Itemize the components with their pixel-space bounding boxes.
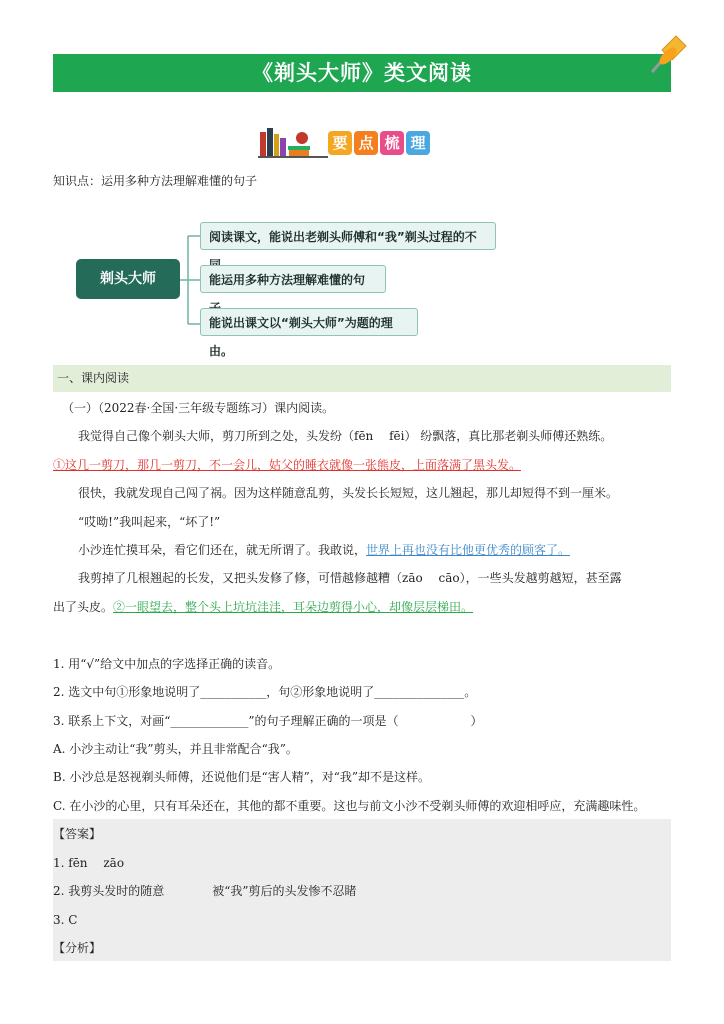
passage-paragraph — [78, 543, 570, 557]
books-icon — [258, 124, 328, 158]
mindmap-node: 能说出课文以“剃头大师”为题的理由。 — [200, 308, 418, 336]
pushpin-icon — [642, 30, 692, 80]
passage-text: 小沙连忙摸耳朵，看它们还在，就无所谓了。我敢说， — [78, 543, 367, 557]
option-b: B. 小沙总是怒视剃头师傅，还说他们是“害人精”，对“我”却不是这样。 — [53, 770, 430, 784]
underlined-sentence: 世界上再也没有比他更优秀的顾客了。 — [366, 543, 571, 557]
question-2: 2. 选文中句①形象地说明了___________，句②形象地说明了_______________。 — [53, 685, 477, 699]
passage-text: 出了头皮。 — [53, 600, 114, 614]
question-1: 1. 用“√”给文中加点的字选择正确的读音。 — [53, 657, 281, 671]
passage-paragraph: 很快，我就发现自己闯了祸。因为这样随意乱剪，头发长长短短，这儿翘起，那儿却短得不到一厘米。 — [78, 486, 619, 500]
heading-tile: 理 — [406, 131, 430, 155]
answer-1: 1. fēn zāo — [53, 856, 125, 870]
option-c: C. 在小沙的心里，只有耳朵还在，其他的都不重要。这也与前文小沙不受剃头师傅的欢迎相呼应，充满趣味性。 — [53, 799, 646, 813]
question-3: 3. 联系上下文，对画“_____________”的句子理解正确的一项是（ ） — [53, 714, 483, 728]
mindmap-root: 剃头大师 — [76, 259, 180, 299]
passage-sentence-1: ①这几一剪刀，那几一剪刀，不一会儿，姑父的睡衣就像一张熊皮，上面落满了黑头发。 — [53, 458, 522, 472]
answer-3: 3. C — [53, 913, 78, 927]
answer-text: 2. 我剪头发时的随意 — [53, 884, 165, 898]
passage-paragraph — [53, 600, 473, 614]
heading-tile: 梳 — [380, 131, 404, 155]
mindmap-node: 能运用多种方法理解难懂的句 — [200, 265, 386, 293]
page-title: 《剃头大师》类文阅读 — [53, 54, 671, 92]
option-a: A. 小沙主动让“我”剪头，并且非常配合“我”。 — [53, 742, 298, 756]
section-title: 一、课内阅读 — [53, 365, 671, 392]
answer-text: 被“我”剪后的头发惨不忍睹 — [212, 884, 357, 898]
question-intro: （一）（2022春·全国·三年级专题练习）课内阅读。 — [62, 401, 335, 415]
heading-tile: 要 — [328, 131, 352, 155]
analysis-label: 【分析】 — [53, 941, 102, 955]
mindmap-node: 阅读课文，能说出老剃头师傅和“我”剃头过程的不 — [200, 222, 496, 250]
passage-paragraph: 我剪掉了几根翘起的长发，又把头发修了修，可惜越修越糟（zāo cāo），一些头发越剪越短，甚至露 — [78, 571, 622, 585]
answer-2 — [53, 884, 357, 898]
passage-sentence-2: ②一眼望去，整个头上坑坑洼洼，耳朵边剪得小心，却像层层梯田。 — [113, 600, 474, 614]
heading-tile: 点 — [354, 131, 378, 155]
answer-label: 【答案】 — [53, 827, 102, 841]
knowledge-point: 知识点：运用多种方法理解难懂的句子 — [53, 174, 258, 188]
passage-paragraph: 我觉得自己像个剃头大师，剪刀所到之处，头发纷（fēn fēi） 纷飘落，真比那老剃头师傅还熟练。 — [78, 429, 613, 443]
passage-paragraph: “哎呦!”我叫起来，“坏了!” — [78, 515, 221, 529]
section-heading-tiles — [328, 131, 430, 155]
